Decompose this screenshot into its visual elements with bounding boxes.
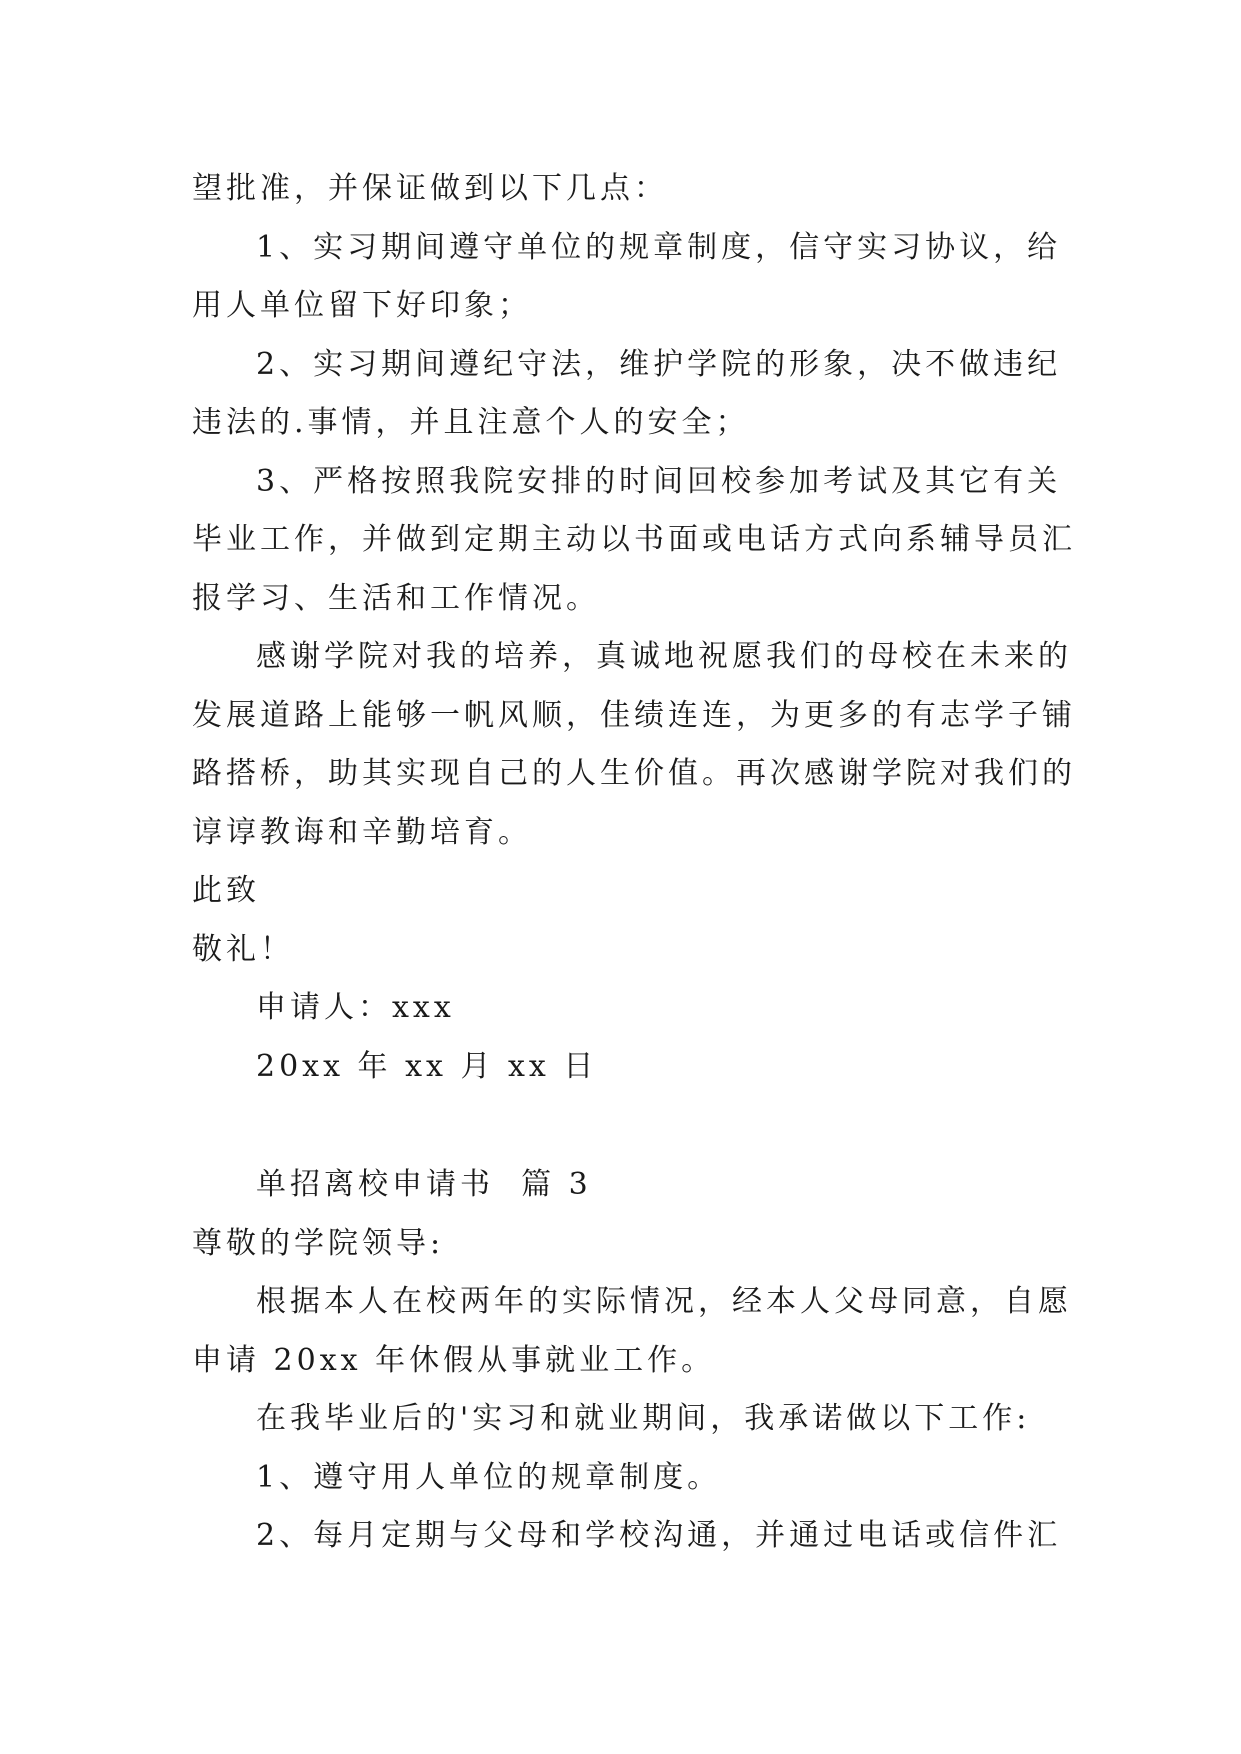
text-line: 2、实习期间遵纪守法，维护学院的形象，决不做违纪 bbox=[256, 346, 1062, 382]
section-gap bbox=[192, 1096, 1054, 1156]
closing-salutation: 此致 bbox=[192, 873, 260, 908]
text-line: 谆谆教诲和辛勤培育。 bbox=[192, 814, 532, 850]
greeting: 尊敬的学院领导: bbox=[192, 1225, 445, 1261]
text-line: 1、实习期间遵守单位的规章制度，信守实习协议，给 bbox=[256, 229, 1062, 265]
text-line: 毕业工作，并做到定期主动以书面或电话方式向系辅导员汇 bbox=[192, 522, 1076, 557]
text-line: 用人单位留下好印象； bbox=[192, 288, 532, 323]
text-line: 望批准，并保证做到以下几点： bbox=[192, 171, 668, 206]
text-line: 申请 20xx 年休假从事就业工作。 bbox=[192, 1342, 716, 1378]
text-line: 3、严格按照我院安排的时间回校参加考试及其它有关 bbox=[256, 463, 1062, 499]
text-line: 2、每月定期与父母和学校沟通，并通过电话或信件汇 bbox=[256, 1518, 1062, 1553]
text-line: 在我毕业后的'实习和就业期间，我承诺做以下工作: bbox=[256, 1401, 1031, 1436]
date-line: 20xx 年 xx 月 xx 日 bbox=[256, 1048, 598, 1084]
text-line: 根据本人在校两年的实际情况，经本人父母同意，自愿 bbox=[256, 1284, 1072, 1319]
text-line: 1、遵守用人单位的规章制度。 bbox=[256, 1459, 722, 1495]
text-line: 发展道路上能够一帆风顺，佳绩连连，为更多的有志学子铺 bbox=[192, 697, 1076, 733]
closing-regards: 敬礼！ bbox=[192, 931, 294, 967]
text-line: 感谢学院对我的培养，真诚地祝愿我们的母校在未来的 bbox=[256, 639, 1072, 674]
document-body bbox=[192, 160, 1076, 1566]
applicant-signature: 申请人：xxx bbox=[256, 990, 455, 1025]
section-title: 单招离校申请书 篇 3 bbox=[256, 1167, 592, 1202]
text-line: 违法的.事情，并且注意个人的安全； bbox=[192, 405, 750, 440]
text-line: 路搭桥，助其实现自己的人生价值。再次感谢学院对我们的 bbox=[192, 756, 1076, 791]
text-line: 报学习、生活和工作情况。 bbox=[192, 580, 600, 616]
